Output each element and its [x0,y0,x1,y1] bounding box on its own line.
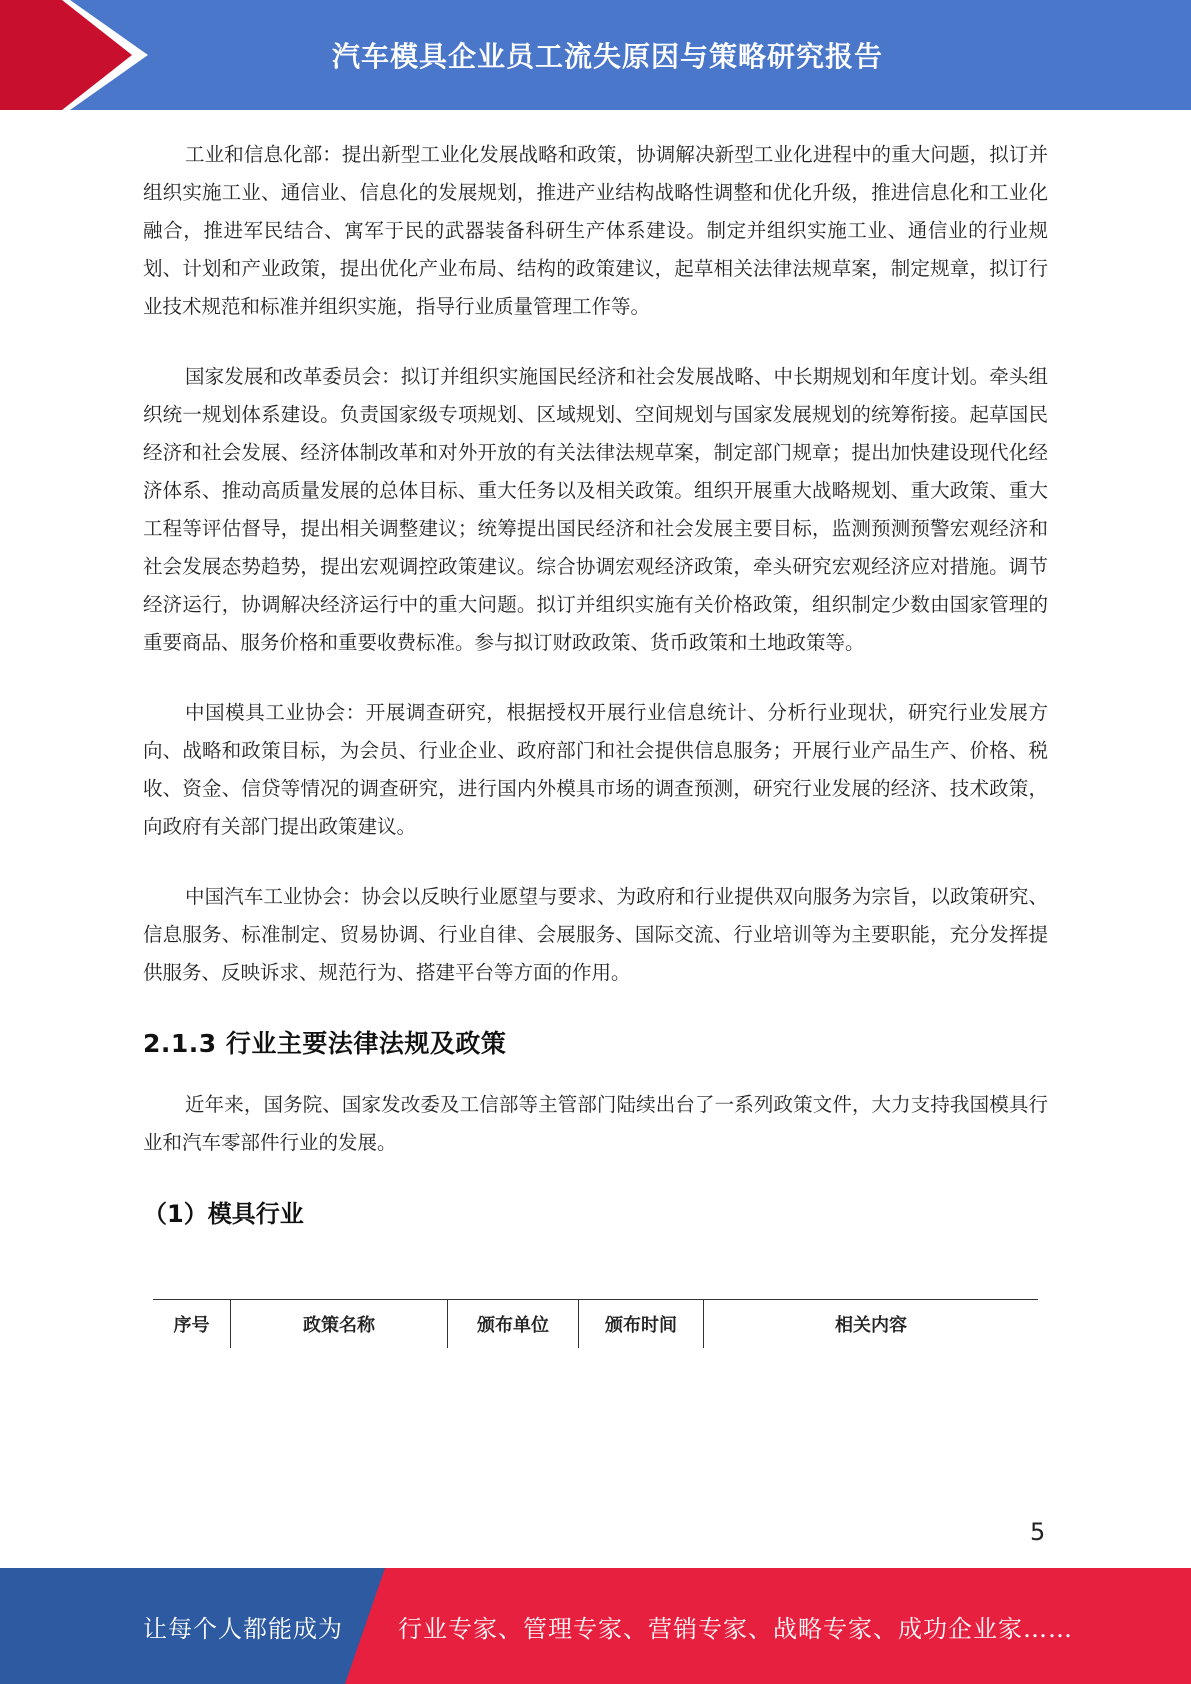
table-header-row [153,1300,1038,1349]
main-content [143,136,1048,1259]
paragraph-auto-association: 中国汽车工业协会：协会以反映行业愿望与要求、为政府和行业提供双向服务为宗旨，以政策研究、信息服务、标准制定、贸易协调、行业自律、会展服务、国际交流、行业培训等为主要职能，充分发挥提供服务、反映诉求、规范行为、搭建平台等方面的作用。 [143,885,1048,984]
header-bar [0,0,1191,110]
subsection-heading: （1）模具行业 [143,1200,304,1228]
policy-table [153,1299,1038,1348]
page-number: 5 [1030,1518,1046,1546]
paragraph-miit: 工业和信息化部：提出新型工业化发展战略和政策，协调解决新型工业化进程中的重大问题，拟订并组织实施工业、通信业、信息化的发展规划，推进产业结构战略性调整和优化升级，推进信息化和工业化融合，推进军民结合、寓军于民的武器装备科研生产体系建设。制定并组织实施工业、通信业的行业规划、计划和产业政策，提出优化产业布局、结构的政策建议，起草相关法律法规草案，制定规章，拟订行业技术规范和标准并组织实施，指导行业质量管理工作等。 [143,143,1048,318]
section-intro: 近年来，国务院、国家发改委及工信部等主管部门陆续出台了一系列政策文件，大力支持我国模具行业和汽车零部件行业的发展。 [143,1093,1048,1154]
column-header-content: 相关内容 [704,1300,1039,1349]
column-header-index: 序号 [153,1300,231,1349]
footer-slogan-left: 让每个人都能成为 [143,1614,343,1643]
column-header-policy-name: 政策名称 [231,1300,448,1349]
report-title: 汽车模具企业员工流失原因与策略研究报告 [331,40,883,73]
footer-banner [0,1568,1191,1684]
column-header-issuer: 颁布单位 [448,1300,579,1349]
column-header-date: 颁布时间 [579,1300,704,1349]
footer-slogan-right: 行业专家、管理专家、营销专家、战略专家、成功企业家…… [398,1614,1073,1643]
paragraph-mold-association: 中国模具工业协会：开展调查研究，根据授权开展行业信息统计、分析行业现状，研究行业发展方向、战略和政策目标，为会员、行业企业、政府部门和社会提供信息服务；开展行业产品生产、价格、税收、资金、信贷等情况的调查研究，进行国内外模具市场的调查预测，研究行业发展的经济、技术政策，向政府有关部门提出政策建议。 [143,701,1048,838]
section-heading: 2.1.3 行业主要法律法规及政策 [143,1029,507,1058]
paragraph-ndrc: 国家发展和改革委员会：拟订并组织实施国民经济和社会发展战略、中长期规划和年度计划。牵头组织统一规划体系建设。负责国家级专项规划、区域规划、空间规划与国家发展规划的统筹衔接。起草国民经济和社会发展、经济体制改革和对外开放的有关法律法规草案，制定部门规章；提出加快建设现代化经济体系、推动高质量发展的总体目标、重大任务以及相关政策。组织开展重大战略规划、重大政策、重大工程等评估督导，提出相关调整建议；统筹提出国民经济和社会发展主要目标，监测预测预警宏观经济和社会发展态势趋势，提出宏观调控政策建议。综合协调宏观经济政策，牵头研究宏观经济应对措施。调节经济运行，协调解决经济运行中的重大问题。拟订并组织实施有关价格政策，组织制定少数由国家管理的重要商品、服务价格和重要收费标准。参与拟订财政政策、货币政策和土地政策等。 [143,365,1048,654]
